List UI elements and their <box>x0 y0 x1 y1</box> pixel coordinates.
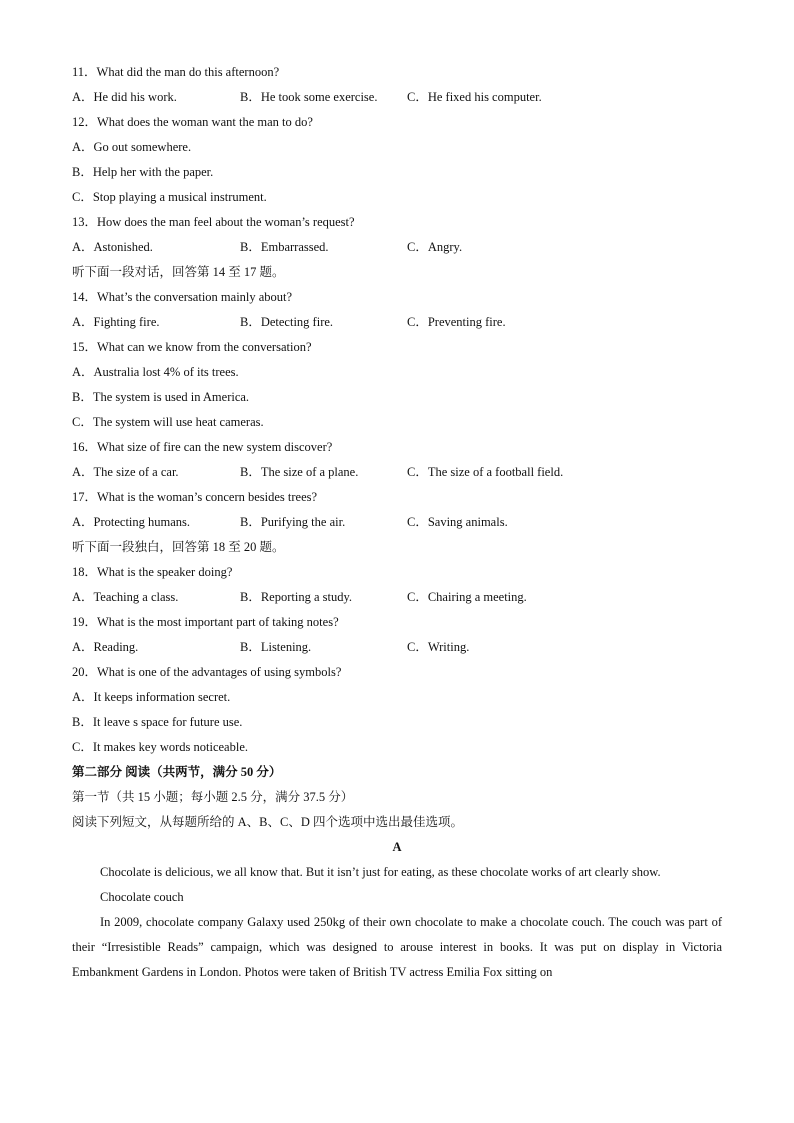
option-c: C．Writing. <box>407 640 470 654</box>
listening-instruction-18-20: 听下面一段独白，回答第 18 至 20 题。 <box>72 540 285 554</box>
passage-intro: Chocolate is delicious, we all know that. But it isn’t just for eating, as these chocolate works of art clearly show. <box>100 865 661 879</box>
question-17: 17．What is the woman’s concern besides trees? <box>72 490 318 504</box>
options-11 <box>72 85 722 110</box>
option-b: B．The size of a plane. <box>240 465 359 479</box>
part-2-title: 第二部分 阅读（共两节，满分 50 分） <box>72 765 282 779</box>
options-18 <box>72 585 722 610</box>
option-c: C．The size of a football field. <box>407 465 564 479</box>
question-15: 15．What can we know from the conversation? <box>72 340 312 354</box>
listening-instruction-14-17: 听下面一段对话，回答第 14 至 17 题。 <box>72 265 285 279</box>
question-14: 14．What’s the conversation mainly about? <box>72 290 293 304</box>
option-c: C．It makes key words noticeable. <box>72 740 248 754</box>
passage-label: A <box>392 840 402 854</box>
question-20: 20．What is one of the advantages of using symbols? <box>72 665 342 679</box>
option-a: A．Teaching a class. <box>72 590 179 604</box>
option-b: B．Listening. <box>240 640 312 654</box>
question-group-18-20 <box>72 560 722 760</box>
question-group-11-13 <box>72 60 722 260</box>
passage-body: In 2009, chocolate company Galaxy used 250kg of their own chocolate to make a chocolate couch. The couch was part of their “Irresistible Reads” campaign, which was designed to arouse interest in books. It was put on display in Victoria Embankment Gardens in London. Photos were taken of British TV actress Emilia Fox sitting on <box>72 915 722 979</box>
question-18: 18．What is the speaker doing? <box>72 565 233 579</box>
option-c: C．He fixed his computer. <box>407 90 542 104</box>
option-a: A．The size of a car. <box>72 465 179 479</box>
option-a: A．Go out somewhere. <box>72 140 192 154</box>
question-19: 19．What is the most important part of taking notes? <box>72 615 339 629</box>
option-a: A．He did his work. <box>72 90 177 104</box>
option-a: A．Fighting fire. <box>72 315 160 329</box>
option-b: B．Detecting fire. <box>240 315 334 329</box>
section-1-instruction: 阅读下列短文，从每题所给的 A、B、C、D 四个选项中选出最佳选项。 <box>72 815 463 829</box>
exam-page <box>72 60 722 985</box>
options-16 <box>72 460 722 485</box>
option-a: A．Australia lost 4% of its trees. <box>72 365 239 379</box>
option-b: B．The system is used in America. <box>72 390 250 404</box>
option-b: B．Purifying the air. <box>240 515 346 529</box>
option-b: B．Help her with the paper. <box>72 165 214 179</box>
options-17 <box>72 510 722 535</box>
question-12: 12．What does the woman want the man to do? <box>72 115 313 129</box>
option-c: C．Saving animals. <box>407 515 508 529</box>
option-b: B．He took some exercise. <box>240 90 378 104</box>
passage-subheading: Chocolate couch <box>100 890 184 904</box>
question-group-14-17 <box>72 285 722 535</box>
options-14 <box>72 310 722 335</box>
option-a: A．Protecting humans. <box>72 515 191 529</box>
options-13 <box>72 235 722 260</box>
option-c: C．Chairing a meeting. <box>407 590 527 604</box>
option-b: B．Reporting a study. <box>240 590 353 604</box>
option-b: B．It leave s space for future use. <box>72 715 243 729</box>
section-1-title: 第一节（共 15 小题；每小题 2.5 分，满分 37.5 分） <box>72 790 354 804</box>
option-a: A．Reading. <box>72 640 139 654</box>
question-16: 16．What size of fire can the new system discover? <box>72 440 333 454</box>
question-13: 13．How does the man feel about the woman’s request? <box>72 215 355 229</box>
option-b: B．Embarrassed. <box>240 240 329 254</box>
option-a: A．Astonished. <box>72 240 153 254</box>
option-a: A．It keeps information secret. <box>72 690 231 704</box>
option-c: C．The system will use heat cameras. <box>72 415 264 429</box>
option-c: C．Angry. <box>407 240 463 254</box>
option-c: C．Stop playing a musical instrument. <box>72 190 267 204</box>
question-11: 11．What did the man do this afternoon? <box>72 65 280 79</box>
option-c: C．Preventing fire. <box>407 315 506 329</box>
options-19 <box>72 635 722 660</box>
